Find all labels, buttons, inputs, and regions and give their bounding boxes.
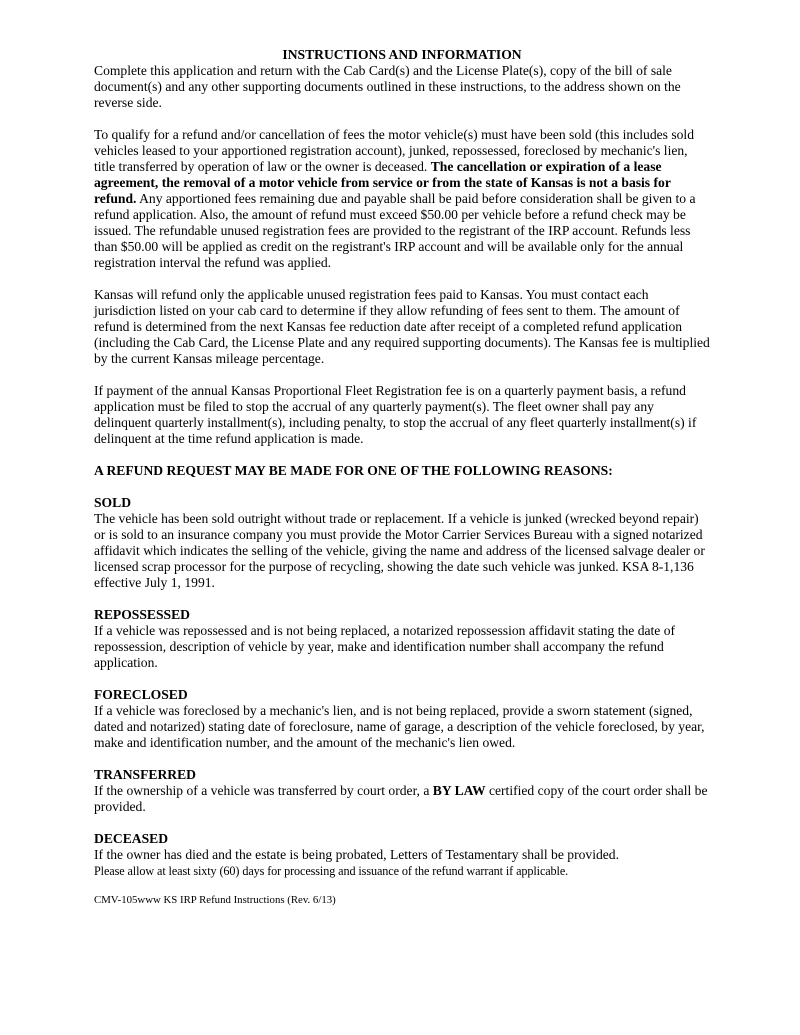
qualify-text-b: Any apportioned fees remaining due and payable shall be paid before consideration shall be given to a refund application. Also, the amount of refund must exceed $50.00 per vehicle before a refund check may be issued. The refundable unused registration fees are provided to the registrant of the IRP account. Refunds less than $50.00 will be applied as credit on the registrant's IRP account and will be available only for the annual registration interval the refund was applied. [94, 191, 696, 270]
transferred-heading: TRANSFERRED [94, 767, 196, 782]
transferred-text [94, 783, 710, 815]
form-footer: CMV-105www KS IRP Refund Instructions (Rev. 6/13) [94, 894, 336, 906]
section-foreclosed [94, 687, 710, 751]
foreclosed-text: If a vehicle was foreclosed by a mechanic's lien, and is not being replaced, provide a sworn statement (signed, dated and notarized) stating date of foreclosure, name of garage, a description of the vehicle foreclosed, by year, make and identification number, and the amount of the mechanic's lien owed. [94, 703, 705, 750]
deceased-text: If the owner has died and the estate is being probated, Letters of Testamentary shall be provided. [94, 847, 620, 862]
qualify-bold-text: The cancellation or expiration of a lease agreement, the removal of a motor vehicle from service or from the state of Kansas is not a basis for refund. [94, 159, 671, 206]
reasons-heading: A REFUND REQUEST MAY BE MADE FOR ONE OF THE FOLLOWING REASONS: [94, 463, 613, 478]
sold-text: The vehicle has been sold outright without trade or replacement. If a vehicle is junked (wrecked beyond repair) or is sold to an insurance company you must provide the Motor Carrier Services Bureau with a signed notarized affidavit which indicates the selling of the vehicle, giving the name and address of the licensed salvage dealer or licensed scrap processor for the purpose of recycling, showing the date such vehicle was junked. KSA 8-1,136 effective July 1, 1991. [94, 511, 705, 590]
repossessed-heading: REPOSSESSED [94, 607, 190, 622]
section-deceased [94, 831, 710, 879]
by-law-bold: BY LAW [432, 783, 486, 798]
kansas-refund-paragraph: Kansas will refund only the applicable unused registration fees paid to Kansas. You must contact each jurisdiction listed on your cab card to determine if they allow refunding of fees sent to them. The amount of refund is determined from the next Kansas fee reduction date after receipt of a completed refund application (including the Cab Card, the License Plate and any required supporting documents). The Kansas fee is multiplied by the current Kansas mileage percentage. [94, 287, 710, 366]
transferred-text-b: certified copy of the court order shall be provided. [94, 783, 708, 814]
qualify-paragraph [94, 127, 710, 271]
processing-note: Please allow at least sixty (60) days for processing and issuance of the refund warrant if applicable. [94, 864, 569, 878]
section-repossessed [94, 607, 710, 671]
deceased-heading: DECEASED [94, 831, 169, 846]
sold-heading: SOLD [94, 495, 132, 510]
repossessed-text: If a vehicle was repossessed and is not being replaced, a notarized repossession affidavit stating the date of repossession, description of vehicle by year, make and identification number shall accompany the refund application. [94, 623, 676, 670]
qualify-text-a: To qualify for a refund and/or cancellation of fees the motor vehicle(s) must have been sold (this includes sold vehicles leased to your apportioned registration account), junked, repossessed, foreclosed by mechanic's lien, title transferred by operation of law or the owner is deceased. [94, 127, 695, 174]
foreclosed-heading: FORECLOSED [94, 687, 188, 702]
page-title: INSTRUCTIONS AND INFORMATION [282, 47, 522, 62]
intro-paragraph: Complete this application and return with the Cab Card(s) and the License Plate(s), copy of the bill of sale document(s) and any other supporting documents outlined in these instructions, to the address shown on the reverse side. [94, 63, 681, 110]
section-transferred [94, 767, 710, 815]
section-sold [94, 495, 710, 591]
quarterly-payment-paragraph: If payment of the annual Kansas Proportional Fleet Registration fee is on a quarterly payment basis, a refund application must be filed to stop the accrual of any quarterly payment(s). The fleet owner shall pay any delinquent quarterly installment(s), including penalty, to stop the accrual of any fleet quarterly installment(s) if delinquent at the time refund application is made. [94, 383, 697, 446]
document-page [94, 46, 710, 879]
transferred-text-a: If the ownership of a vehicle was transferred by court order, a [94, 783, 433, 798]
